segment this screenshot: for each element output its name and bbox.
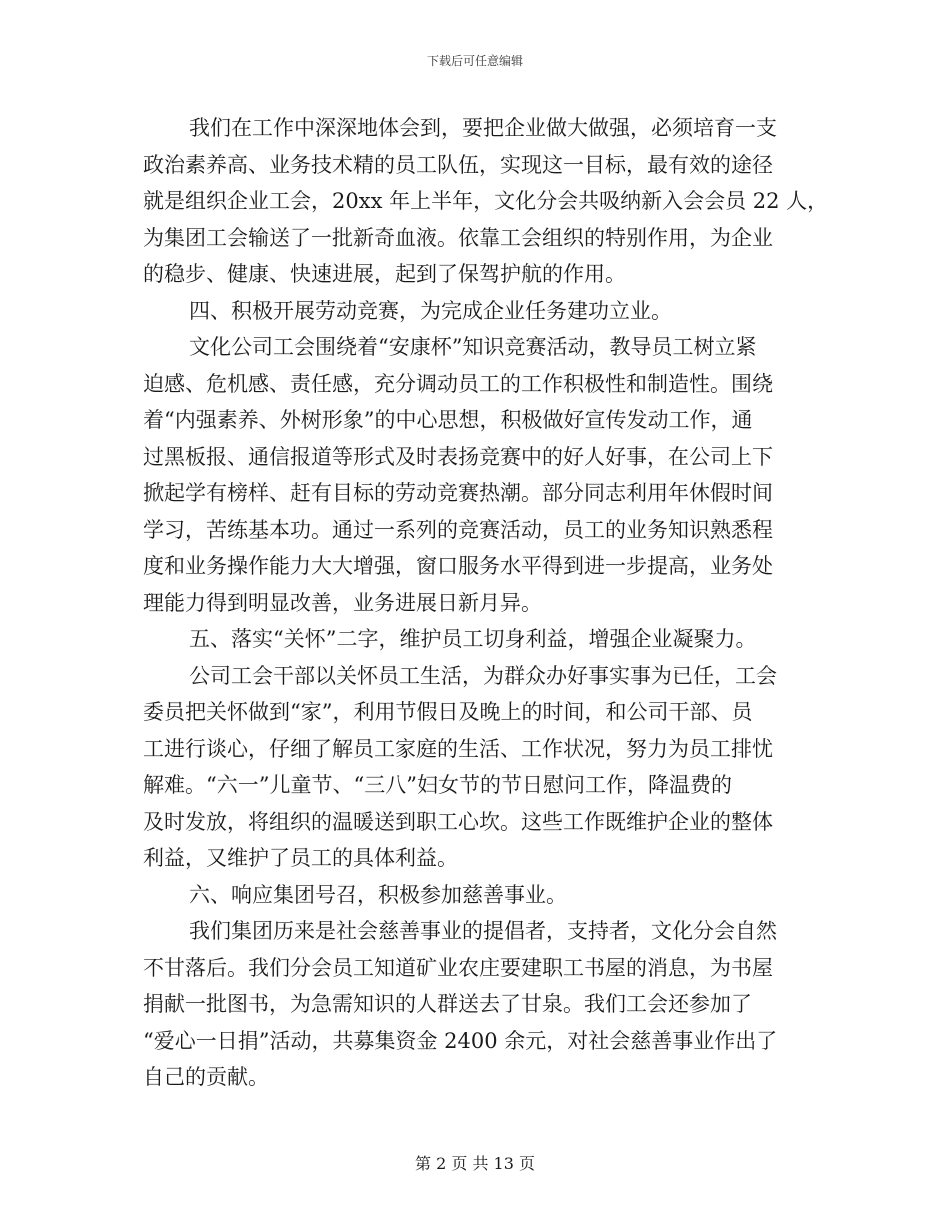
text-line: 我们在工作中深深地体会到，要把企业做大做强，必须培育一支 xyxy=(189,116,777,140)
text-line: 不甘落后。我们分会员工知道矿业农庄要建职工书屋的消息，为书屋 xyxy=(143,955,773,980)
text-line: 着“内强素养、外树形象”的中心思想，积极做好宣传发动工作，通 xyxy=(143,408,753,432)
text-line: 理能力得到明显改善，业务进展日新月异。 xyxy=(143,590,542,615)
text-line: 利益，又维护了员工的具体利益。 xyxy=(143,846,458,870)
page-header: 下载后可任意编辑 xyxy=(426,54,523,68)
text-line: 为集团工会输送了一批新奇血液。依靠工会组织的特别作用，为企业 xyxy=(143,225,773,250)
text-line: 度和业务操作能力大大增强，窗口服务水平得到进一步提高，业务处 xyxy=(143,554,773,578)
text-line: 的稳步、健康、快速进展，起到了保驾护航的作用。 xyxy=(143,262,626,286)
section-heading: 六、响应集团号召，积极参加慈善事业。 xyxy=(189,882,567,907)
text-line: 及时发放，将组织的温暖送到职工心坎。这些工作既维护企业的整体 xyxy=(143,809,773,834)
text-line: 委员把关怀做到“家”，利用节假日及晚上的时间，和公司干部、员 xyxy=(143,700,753,724)
text-line: 学习，苦练基本功。通过一系列的竞赛活动，员工的业务知识熟悉程 xyxy=(143,517,773,542)
document-body xyxy=(143,110,829,1096)
text-line: 公司工会干部以关怀员工生活，为群众办好事实事为已任，工会 xyxy=(189,663,777,688)
text-line: 就是组织企业工会，20xx 年上半年，文化分会共吸纳新入会会员 22 人， xyxy=(143,189,829,213)
page-footer: 第 2 页 共 13 页 xyxy=(415,1154,535,1173)
text-line: 政治素养高、业务技术精的员工队伍，实现这一目标，最有效的途径 xyxy=(143,152,773,177)
text-line: 过黑板报、通信报道等形式及时表扬竞赛中的好人好事，在公司上下 xyxy=(143,444,773,469)
text-line: 文化公司工会围绕着“安康杯”知识竞赛活动，教导员工树立紧 xyxy=(189,335,757,359)
text-line: 捐献一批图书，为急需知识的人群送去了甘泉。我们工会还参加了 xyxy=(143,992,752,1016)
text-line: 掀起学有榜样、赶有目标的劳动竞赛热潮。部分同志利用年休假时间 xyxy=(143,481,773,505)
text-line: 迫感、危机感、责任感，充分调动员工的工作积极性和制造性。围绕 xyxy=(143,371,773,396)
text-line: 解难。“六一”儿童节、“三八”妇女节的节日慰问工作，降温费的 xyxy=(143,773,732,797)
text-line: 工进行谈心，仔细了解员工家庭的生活、工作状况，努力为员工排忧 xyxy=(143,736,773,761)
text-line: 自己的贡献。 xyxy=(143,1065,269,1089)
text-line: “爱心一日捐”活动，共募集资金 2400 余元，对社会慈善事业作出了 xyxy=(143,1028,778,1053)
section-heading: 四、积极开展劳动竞赛，为完成企业任务建功立业。 xyxy=(189,298,672,323)
section-heading: 五、落实“关怀”二字，维护员工切身利益，增强企业凝聚力。 xyxy=(189,627,757,651)
text-line: 我们集团历来是社会慈善事业的提倡者，支持者，文化分会自然 xyxy=(189,919,777,943)
